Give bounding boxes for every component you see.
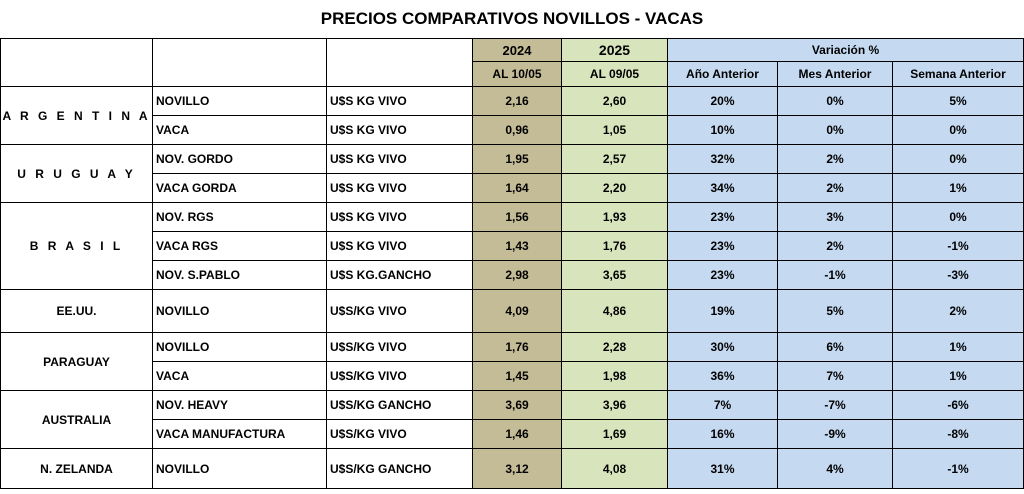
row-category: VACA bbox=[153, 362, 327, 391]
price-2024: 2,98 bbox=[473, 261, 562, 290]
row-category: NOV. HEAVY bbox=[153, 391, 327, 420]
header-var-week: Semana Anterior bbox=[893, 62, 1024, 87]
price-2025: 2,20 bbox=[562, 174, 668, 203]
var-month: 5% bbox=[778, 290, 893, 333]
row-unit: U$S KG VIVO bbox=[327, 116, 473, 145]
table-row bbox=[1, 391, 1024, 420]
var-year: 23% bbox=[668, 232, 778, 261]
header-row-years bbox=[1, 39, 1024, 62]
row-category: VACA GORDA bbox=[153, 174, 327, 203]
price-2025: 2,60 bbox=[562, 87, 668, 116]
row-category: NOV. RGS bbox=[153, 203, 327, 232]
row-unit: U$S KG VIVO bbox=[327, 145, 473, 174]
table-row bbox=[1, 290, 1024, 333]
price-2024: 2,16 bbox=[473, 87, 562, 116]
row-category: NOVILLO bbox=[153, 87, 327, 116]
price-2025: 2,57 bbox=[562, 145, 668, 174]
price-2025: 4,08 bbox=[562, 449, 668, 489]
price-2024: 0,96 bbox=[473, 116, 562, 145]
var-month: -7% bbox=[778, 391, 893, 420]
var-week: -6% bbox=[893, 391, 1024, 420]
row-unit: U$S KG VIVO bbox=[327, 232, 473, 261]
header-date-2025: AL 09/05 bbox=[562, 62, 668, 87]
row-unit: U$S/KG VIVO bbox=[327, 290, 473, 333]
header-country-cell bbox=[1, 39, 153, 87]
table-row bbox=[1, 232, 1024, 261]
row-category: NOVILLO bbox=[153, 449, 327, 489]
table-row bbox=[1, 116, 1024, 145]
row-unit: U$S KG.GANCHO bbox=[327, 261, 473, 290]
var-year: 20% bbox=[668, 87, 778, 116]
row-unit: U$S KG VIVO bbox=[327, 203, 473, 232]
var-month: 3% bbox=[778, 203, 893, 232]
row-unit: U$S KG VIVO bbox=[327, 87, 473, 116]
country-argentina: A R G E N T I N A bbox=[1, 87, 153, 145]
country-brasil: B R A S I L bbox=[1, 203, 153, 290]
var-year: 34% bbox=[668, 174, 778, 203]
var-month: 2% bbox=[778, 145, 893, 174]
row-unit: U$S/KG VIVO bbox=[327, 362, 473, 391]
row-category: VACA RGS bbox=[153, 232, 327, 261]
var-month: -1% bbox=[778, 261, 893, 290]
var-week: 2% bbox=[893, 290, 1024, 333]
price-2024: 1,45 bbox=[473, 362, 562, 391]
price-2025: 1,69 bbox=[562, 420, 668, 449]
price-2024: 1,46 bbox=[473, 420, 562, 449]
table-row bbox=[1, 87, 1024, 116]
country-australia: AUSTRALIA bbox=[1, 391, 153, 449]
header-unit-cell bbox=[327, 39, 473, 87]
price-2024: 1,76 bbox=[473, 333, 562, 362]
table-row bbox=[1, 261, 1024, 290]
var-month: 4% bbox=[778, 449, 893, 489]
country-nzelanda: N. ZELANDA bbox=[1, 449, 153, 489]
row-unit: U$S/KG VIVO bbox=[327, 420, 473, 449]
var-month: 0% bbox=[778, 87, 893, 116]
header-variation: Variación % bbox=[668, 39, 1024, 62]
page-title: PRECIOS COMPARATIVOS NOVILLOS - VACAS bbox=[320, 9, 704, 28]
price-2025: 1,05 bbox=[562, 116, 668, 145]
header-date-2024: AL 10/05 bbox=[473, 62, 562, 87]
var-week: -8% bbox=[893, 420, 1024, 449]
row-unit: U$S/KG GANCHO bbox=[327, 391, 473, 420]
price-2024: 1,43 bbox=[473, 232, 562, 261]
table-row bbox=[1, 449, 1024, 489]
price-2025: 4,86 bbox=[562, 290, 668, 333]
var-year: 10% bbox=[668, 116, 778, 145]
row-category: VACA MANUFACTURA bbox=[153, 420, 327, 449]
price-2025: 3,65 bbox=[562, 261, 668, 290]
var-month: 0% bbox=[778, 116, 893, 145]
table-row bbox=[1, 203, 1024, 232]
var-year: 30% bbox=[668, 333, 778, 362]
row-unit: U$S/KG GANCHO bbox=[327, 449, 473, 489]
var-week: -1% bbox=[893, 232, 1024, 261]
header-category-cell bbox=[153, 39, 327, 87]
var-year: 19% bbox=[668, 290, 778, 333]
price-2024: 3,12 bbox=[473, 449, 562, 489]
var-year: 23% bbox=[668, 261, 778, 290]
var-week: 0% bbox=[893, 145, 1024, 174]
var-week: 5% bbox=[893, 87, 1024, 116]
table-row bbox=[1, 420, 1024, 449]
table-row bbox=[1, 333, 1024, 362]
row-unit: U$S KG VIVO bbox=[327, 174, 473, 203]
row-category: NOVILLO bbox=[153, 333, 327, 362]
price-2025: 1,76 bbox=[562, 232, 668, 261]
price-table bbox=[0, 38, 1024, 489]
var-year: 31% bbox=[668, 449, 778, 489]
country-uruguay: U R U G U A Y bbox=[1, 145, 153, 203]
table-row bbox=[1, 362, 1024, 391]
var-year: 36% bbox=[668, 362, 778, 391]
table-row bbox=[1, 174, 1024, 203]
price-2025: 1,98 bbox=[562, 362, 668, 391]
var-week: 1% bbox=[893, 362, 1024, 391]
row-category: NOVILLO bbox=[153, 290, 327, 333]
var-month: 2% bbox=[778, 232, 893, 261]
var-month: -9% bbox=[778, 420, 893, 449]
country-eeuu: EE.UU. bbox=[1, 290, 153, 333]
price-2024: 3,69 bbox=[473, 391, 562, 420]
price-2025: 2,28 bbox=[562, 333, 668, 362]
var-year: 7% bbox=[668, 391, 778, 420]
var-week: 0% bbox=[893, 116, 1024, 145]
price-2025: 3,96 bbox=[562, 391, 668, 420]
header-var-year: Año Anterior bbox=[668, 62, 778, 87]
header-year-2025: 2025 bbox=[562, 39, 668, 62]
price-2024: 1,64 bbox=[473, 174, 562, 203]
price-2025: 1,93 bbox=[562, 203, 668, 232]
row-category: NOV. S.PABLO bbox=[153, 261, 327, 290]
country-paraguay: PARAGUAY bbox=[1, 333, 153, 391]
row-category: VACA bbox=[153, 116, 327, 145]
var-week: -1% bbox=[893, 449, 1024, 489]
var-week: 1% bbox=[893, 174, 1024, 203]
row-category: NOV. GORDO bbox=[153, 145, 327, 174]
price-2024: 4,09 bbox=[473, 290, 562, 333]
var-week: 0% bbox=[893, 203, 1024, 232]
var-month: 6% bbox=[778, 333, 893, 362]
price-2024: 1,95 bbox=[473, 145, 562, 174]
price-2024: 1,56 bbox=[473, 203, 562, 232]
var-week: -3% bbox=[893, 261, 1024, 290]
var-year: 16% bbox=[668, 420, 778, 449]
var-month: 2% bbox=[778, 174, 893, 203]
header-var-month: Mes Anterior bbox=[778, 62, 893, 87]
header-year-2024: 2024 bbox=[473, 39, 562, 62]
table-row bbox=[1, 145, 1024, 174]
var-week: 1% bbox=[893, 333, 1024, 362]
var-year: 32% bbox=[668, 145, 778, 174]
row-unit: U$S/KG VIVO bbox=[327, 333, 473, 362]
var-year: 23% bbox=[668, 203, 778, 232]
var-month: 7% bbox=[778, 362, 893, 391]
